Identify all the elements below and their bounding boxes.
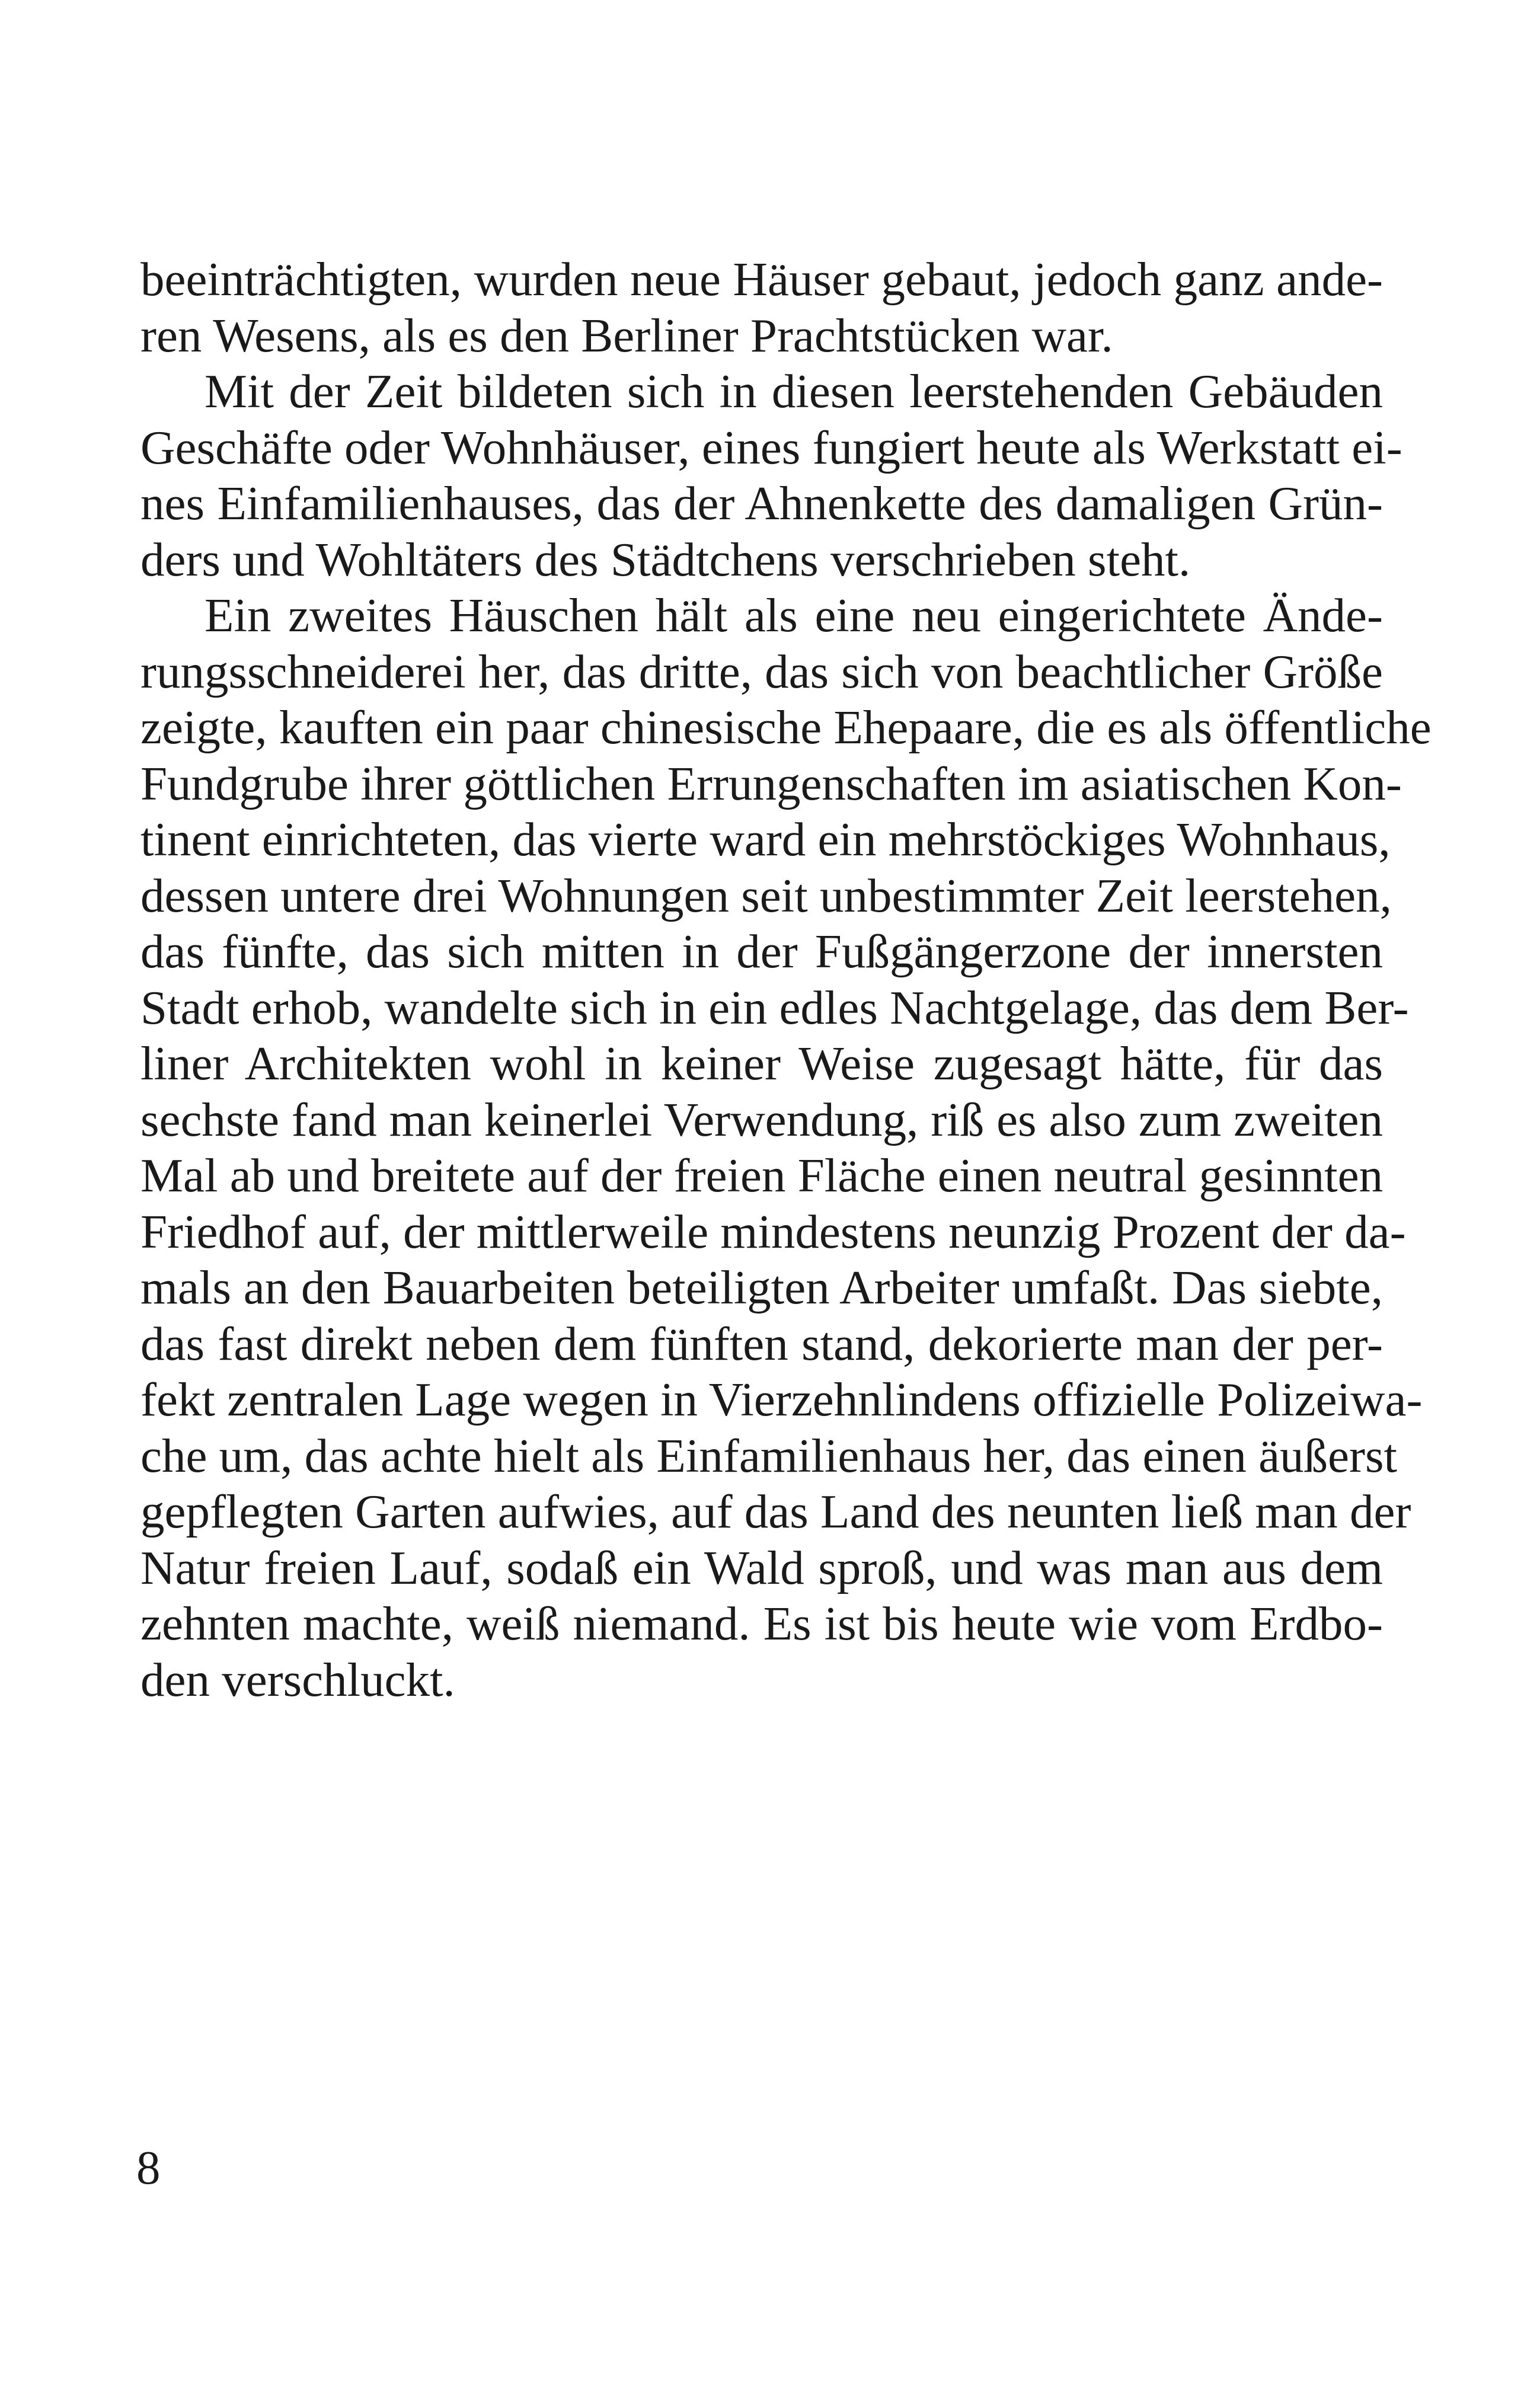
text-line: Mit der Zeit bildeten sich in diesen leerstehenden Gebäuden <box>205 365 1383 418</box>
text-line: nes Einfamilienhauses, das der Ahnenkette des damaligen Grün- <box>140 477 1383 530</box>
body-text <box>140 251 1432 1708</box>
text-line: sechste fand man keinerlei Verwendung, riß es also zum zweiten <box>140 1092 1383 1146</box>
page-number: 8 <box>136 2141 161 2194</box>
text-line: den verschluckt. <box>140 1653 455 1706</box>
text-line: Natur freien Lauf, sodaß ein Wald sproß, und was man aus dem <box>140 1541 1383 1594</box>
text-line: Fundgrube ihrer göttlichen Errungenschaften im asiatischen Kon- <box>140 756 1402 810</box>
text-line: tinent einrichteten, das vierte ward ein mehrstöckiges Wohnhaus, <box>140 813 1391 866</box>
text-line: beeinträchtigten, wurden neue Häuser gebaut, jedoch ganz ande- <box>140 253 1383 306</box>
text-line: Ein zweites Häuschen hält als eine neu eingerichtete Ände- <box>205 589 1383 642</box>
text-line: che um, das achte hielt als Einfamilienhaus her, das einen äußerst <box>140 1428 1398 1482</box>
text-line: das fünfte, das sich mitten in der Fußgängerzone der innersten <box>140 925 1383 978</box>
text-line: Mal ab und breitete auf der freien Fläche einen neutral gesinnten <box>140 1149 1384 1202</box>
text-line: rungsschneiderei her, das dritte, das sich von beachtlicher Größe <box>140 644 1383 698</box>
text-line: Geschäfte oder Wohnhäuser, eines fungiert heute als Werkstatt ei- <box>140 420 1402 474</box>
text-line: dessen untere drei Wohnungen seit unbestimmter Zeit leerstehen, <box>140 868 1392 922</box>
text-line: liner Architekten wohl in keiner Weise zugesagt hätte, für das <box>140 1037 1383 1090</box>
text-line: Friedhof auf, der mittlerweile mindestens neunzig Prozent der da- <box>140 1204 1406 1258</box>
text-line: mals an den Bauarbeiten beteiligten Arbeiter umfaßt. Das siebte, <box>140 1261 1383 1314</box>
text-line: das fast direkt neben dem fünften stand, dekorierte man der per- <box>140 1316 1383 1370</box>
text-line: ders und Wohltäters des Städtchens verschrieben steht. <box>140 532 1191 586</box>
text-line: fekt zentralen Lage wegen in Vierzehnlindens offizielle Polizeiwa- <box>140 1373 1423 1426</box>
text-line: Stadt erhob, wandelte sich in ein edles Nachtgelage, das dem Ber- <box>140 980 1409 1034</box>
text-line: zehnten machte, weiß niemand. Es ist bis heute wie vom Erdbo- <box>140 1597 1383 1650</box>
text-line: zeigte, kauften ein paar chinesische Ehepaare, die es als öffentliche <box>140 701 1432 754</box>
text-line: gepflegten Garten aufwies, auf das Land des neunten ließ man der <box>140 1485 1411 1538</box>
text-line: ren Wesens, als es den Berliner Prachtstücken war. <box>140 308 1113 362</box>
